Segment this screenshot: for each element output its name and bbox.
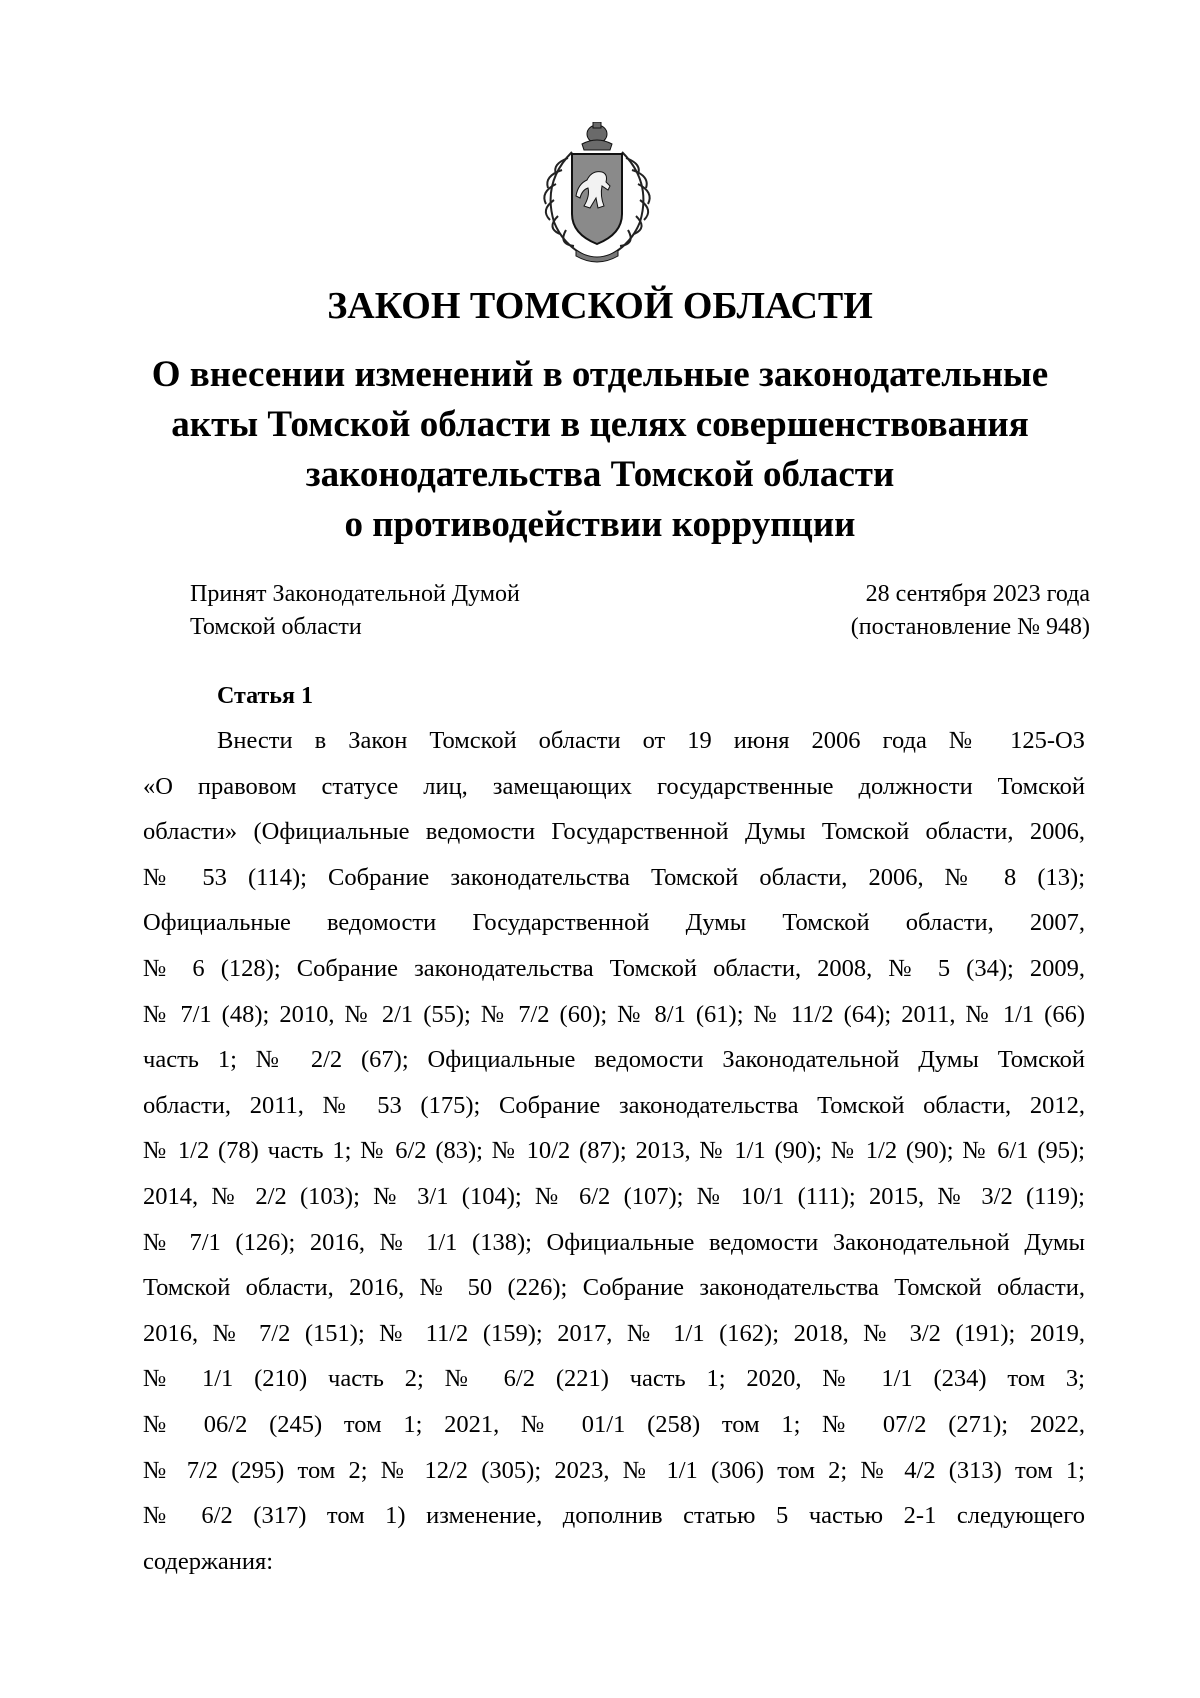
body-line: № 6/2 (317) том 1) изменение, дополнив статью 5 частью 2-1 следующего: [143, 1502, 1085, 1530]
article-heading: Статья 1: [217, 683, 313, 709]
body-line: Томской области, 2016, № 50 (226); Собрание законодательства Томской области,: [143, 1274, 1085, 1302]
body-line: № 7/1 (126); 2016, № 1/1 (138); Официальные ведомости Законодательной Думы: [143, 1228, 1085, 1256]
adopted-resolution-line: (постановление № 948): [850, 614, 1090, 640]
adopted-date-line: 28 сентября 2023 года: [865, 581, 1090, 607]
law-title: ЗАКОН ТОМСКОЙ ОБЛАСТИ: [327, 285, 873, 327]
subtitle-line: О внесении изменений в отдельные законодательные: [151, 354, 1049, 395]
coat-of-arms-icon: [532, 122, 662, 265]
body-line: области, 2011, № 53 (175); Собрание законодательства Томской области, 2012,: [143, 1091, 1085, 1119]
law-subtitle: [130, 350, 1070, 550]
adopted-by-line: Томской области: [190, 614, 362, 640]
body-line: № 6 (128); Собрание законодательства Томской области, 2008, № 5 (34); 2009,: [143, 954, 1085, 982]
body-line: № 1/2 (78) часть 1; № 6/2 (83); № 10/2 (87); 2013, № 1/1 (90); № 1/2 (90); № 6/1 (95);: [143, 1137, 1085, 1165]
body-line: № 53 (114); Собрание законодательства Томской области, 2006, № 8 (13);: [143, 863, 1085, 891]
adopted-by: [190, 578, 520, 644]
adopted-by-line: Принят Законодательной Думой: [190, 581, 520, 607]
subtitle-line: о противодействии коррупции: [344, 504, 856, 545]
adopted-date: [851, 578, 1090, 644]
subtitle-line: акты Томской области в целях совершенствования: [171, 404, 1029, 445]
body-line: часть 1; № 2/2 (67); Официальные ведомости Законодательной Думы Томской: [143, 1046, 1085, 1074]
body-line: № 06/2 (245) том 1; 2021, № 01/1 (258) том 1; № 07/2 (271); 2022,: [143, 1410, 1085, 1438]
body-line: «О правовом статусе лиц, замещающих государственные должности Томской: [143, 772, 1085, 800]
body-line: области» (Официальные ведомости Государственной Думы Томской области, 2006,: [143, 818, 1085, 846]
body-line: № 7/1 (48); 2010, № 2/1 (55); № 7/2 (60); № 8/1 (61); № 11/2 (64); 2011, № 1/1 (66): [143, 1000, 1085, 1028]
subtitle-line: законодательства Томской области: [305, 454, 895, 495]
body-line: 2016, № 7/2 (151); № 11/2 (159); 2017, № 1/1 (162); 2018, № 3/2 (191); 2019,: [143, 1319, 1085, 1347]
article-body: [143, 718, 1085, 1584]
body-line: 2014, № 2/2 (103); № 3/1 (104); № 6/2 (107); № 10/1 (111); 2015, № 3/2 (119);: [143, 1182, 1085, 1210]
body-line: Внести в Закон Томской области от 19 июня 2006 года № 125-ОЗ: [217, 727, 1085, 754]
body-line: содержания:: [143, 1547, 274, 1575]
body-line: Официальные ведомости Государственной Думы Томской области, 2007,: [143, 909, 1085, 937]
body-line: № 1/1 (210) часть 2; № 6/2 (221) часть 1; 2020, № 1/1 (234) том 3;: [143, 1365, 1085, 1393]
body-line: № 7/2 (295) том 2; № 12/2 (305); 2023, № 1/1 (306) том 2; № 4/2 (313) том 1;: [143, 1456, 1085, 1484]
